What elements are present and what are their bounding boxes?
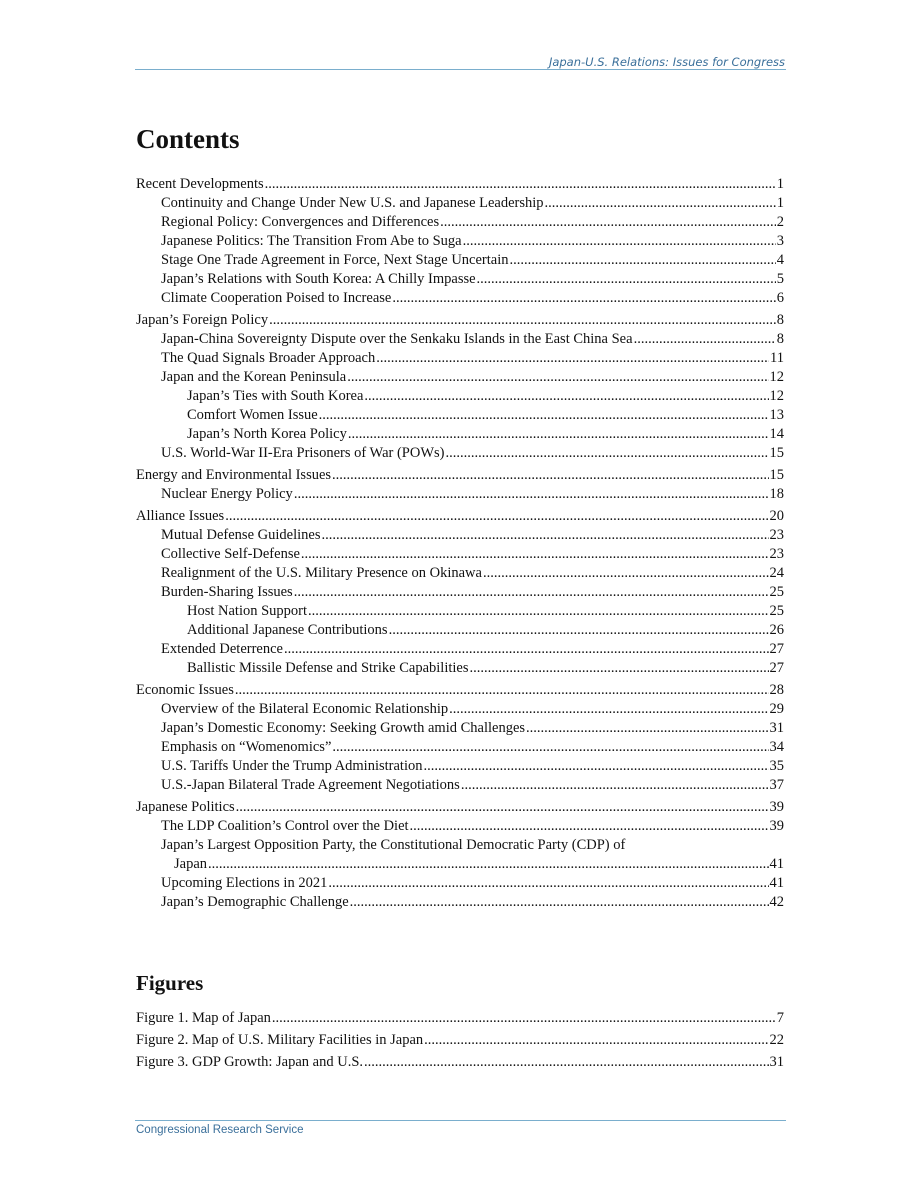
- dot-leader: [634, 330, 776, 349]
- dot-leader: [347, 368, 768, 387]
- dot-leader: [461, 776, 769, 795]
- toc-entry-link[interactable]: [136, 368, 784, 387]
- toc-entry-link[interactable]: [136, 406, 784, 425]
- toc-entry-link[interactable]: [136, 444, 784, 463]
- toc-entry-title: Nuclear Energy Policy: [161, 486, 293, 502]
- dot-leader: [376, 349, 769, 368]
- header-divider: [135, 69, 786, 70]
- dot-leader: [319, 406, 769, 425]
- toc-entry-link[interactable]: [136, 251, 784, 270]
- dot-leader: [364, 1053, 768, 1072]
- dot-leader: [424, 1031, 768, 1050]
- toc-entry-page-number: 23: [769, 527, 784, 543]
- toc-entry-page-number: 8: [776, 331, 784, 347]
- toc-entry-link[interactable]: [136, 700, 784, 719]
- toc-entry-title: Collective Self-Defense: [161, 546, 300, 562]
- toc-entry-page-number: 23: [769, 546, 784, 562]
- toc-entry-title: Host Nation Support: [187, 603, 308, 619]
- dot-leader: [483, 564, 769, 583]
- dot-leader: [301, 545, 769, 564]
- toc-entry-title: U.S. Tariffs Under the Trump Administration: [161, 758, 423, 774]
- toc-entry-title: The Quad Signals Broader Approach: [161, 350, 376, 366]
- toc-entry-link[interactable]: [136, 893, 784, 912]
- toc-entry-link[interactable]: [136, 719, 784, 738]
- toc-entry-page-number: 5: [776, 271, 784, 287]
- dot-leader: [308, 602, 768, 621]
- toc-entry-page-number: 29: [769, 701, 784, 717]
- toc-entry-title: Comfort Women Issue: [187, 407, 318, 423]
- toc-entry-title: Extended Deterrence: [161, 641, 283, 657]
- toc-entry-title: Overview of the Bilateral Economic Relationship: [161, 701, 449, 717]
- toc-entry-link[interactable]: [136, 798, 784, 817]
- dot-leader: [510, 251, 776, 270]
- toc-entry-link[interactable]: [136, 194, 784, 213]
- toc-entry-page-number: 20: [769, 508, 784, 524]
- dot-leader: [477, 270, 776, 289]
- toc-entry-page-number: 1: [776, 176, 784, 192]
- toc-entry-title: Japan’s North Korea Policy: [187, 426, 347, 442]
- dot-leader: [470, 659, 769, 678]
- toc-entry-link[interactable]: [136, 681, 784, 700]
- toc-entry-link[interactable]: [136, 526, 784, 545]
- toc-entry-link[interactable]: [136, 213, 784, 232]
- toc-entry-link[interactable]: [136, 387, 784, 406]
- toc-entry-title-continued: Japan: [174, 856, 208, 872]
- toc-entry-page-number: 2: [776, 214, 784, 230]
- toc-entry-page-number: 25: [769, 603, 784, 619]
- dot-leader: [284, 640, 769, 659]
- dot-leader: [225, 507, 768, 526]
- running-header-title: Japan-U.S. Relations: Issues for Congress: [548, 55, 785, 69]
- dot-leader: [235, 681, 769, 700]
- dot-leader: [392, 289, 775, 308]
- toc-entry-title: Japan and the Korean Peninsula: [161, 369, 347, 385]
- contents-list: [136, 175, 784, 912]
- toc-entry-title: Ballistic Missile Defense and Strike Capabilities: [187, 660, 469, 676]
- toc-entry-page-number: 39: [769, 799, 784, 815]
- toc-entry-page-number: 41: [769, 856, 784, 872]
- figure-entry-title: Figure 2. Map of U.S. Military Facilities in Japan: [136, 1032, 424, 1048]
- dot-leader: [389, 621, 769, 640]
- toc-entry-link[interactable]: [136, 817, 784, 836]
- toc-entry-title: Realignment of the U.S. Military Presence on Okinawa: [161, 565, 482, 581]
- toc-entry-link[interactable]: [136, 507, 784, 526]
- toc-entry-title: Recent Developments: [136, 176, 264, 192]
- toc-entry-page-number: 14: [769, 426, 784, 442]
- figure-entry-title: Figure 3. GDP Growth: Japan and U.S.: [136, 1054, 364, 1070]
- footer-divider: [135, 1120, 786, 1121]
- toc-entry-page-number: 6: [776, 290, 784, 306]
- toc-entry-page-number: 42: [769, 894, 784, 910]
- dot-leader: [423, 757, 768, 776]
- toc-entry-page-number: 37: [769, 777, 784, 793]
- toc-entry-title: The LDP Coalition’s Control over the Diet: [161, 818, 409, 834]
- toc-entry-link[interactable]: [136, 425, 784, 444]
- toc-entry-title: Japan’s Ties with South Korea: [187, 388, 364, 404]
- figure-entry-page-number: 31: [769, 1054, 784, 1070]
- dot-leader: [545, 194, 776, 213]
- figure-entry-link[interactable]: [136, 1053, 784, 1072]
- toc-entry-title: Japan’s Largest Opposition Party, the Constitutional Democratic Party (CDP) of: [161, 837, 626, 853]
- figure-entry-title: Figure 1. Map of Japan: [136, 1010, 271, 1026]
- toc-entry-page-number: 13: [769, 407, 784, 423]
- toc-entry-link[interactable]: [136, 485, 784, 504]
- dot-leader: [272, 1009, 776, 1028]
- toc-entry-page-number: 31: [769, 720, 784, 736]
- dot-leader: [208, 855, 768, 874]
- toc-entry-page-number: 4: [776, 252, 784, 268]
- dot-leader: [294, 583, 769, 602]
- toc-entry-title: Economic Issues: [136, 682, 234, 698]
- toc-entry-title: Japanese Politics: [136, 799, 235, 815]
- dot-leader: [332, 738, 768, 757]
- toc-entry-title: Burden-Sharing Issues: [161, 584, 293, 600]
- toc-entry-page-number: 1: [776, 195, 784, 211]
- toc-entry-page-number: 25: [769, 584, 784, 600]
- toc-entry-link[interactable]: [136, 776, 784, 795]
- toc-entry-title: Emphasis on “Womenomics”: [161, 739, 332, 755]
- toc-entry-link[interactable]: [136, 640, 784, 659]
- toc-entry-page-number: 34: [769, 739, 784, 755]
- figure-entry-link[interactable]: [136, 1009, 784, 1028]
- toc-entry-link[interactable]: [136, 466, 784, 485]
- dot-leader: [332, 466, 768, 485]
- toc-entry-title: Stage One Trade Agreement in Force, Next Stage Uncertain: [161, 252, 509, 268]
- dot-leader: [463, 232, 776, 251]
- toc-entry-page-number: 26: [769, 622, 784, 638]
- dot-leader: [445, 444, 768, 463]
- toc-entry-title: Japan’s Domestic Economy: Seeking Growth amid Challenges: [161, 720, 526, 736]
- toc-entry-title: Energy and Environmental Issues: [136, 467, 332, 483]
- toc-entry-link[interactable]: [136, 349, 784, 368]
- toc-entry-page-number: 18: [769, 486, 784, 502]
- toc-entry-page-number: 12: [769, 369, 784, 385]
- toc-entry-title: Regional Policy: Convergences and Differences: [161, 214, 440, 230]
- toc-entry-link[interactable]: [136, 757, 784, 776]
- dot-leader: [440, 213, 776, 232]
- dot-leader: [269, 311, 776, 330]
- toc-entry-page-number: 15: [769, 445, 784, 461]
- toc-entry-link[interactable]: [136, 874, 784, 893]
- toc-entry-link[interactable]: [136, 621, 784, 640]
- figures-heading: Figures: [136, 971, 204, 995]
- figure-entry-page-number: 22: [769, 1032, 784, 1048]
- toc-entry-link[interactable]: [136, 659, 784, 678]
- toc-entry-page-number: 11: [770, 350, 784, 366]
- figure-entry-page-number: 7: [776, 1010, 784, 1026]
- toc-entry-link[interactable]: [136, 545, 784, 564]
- toc-entry-title: Japan’s Foreign Policy: [136, 312, 269, 328]
- toc-entry-page-number: 3: [776, 233, 784, 249]
- dot-leader: [410, 817, 769, 836]
- dot-leader: [236, 798, 769, 817]
- dot-leader: [328, 874, 768, 893]
- toc-entry-page-number: 8: [776, 312, 784, 328]
- toc-entry-page-number: 24: [769, 565, 784, 581]
- toc-entry-link[interactable]: [136, 270, 784, 289]
- toc-entry-title: U.S. World-War II-Era Prisoners of War (POWs): [161, 445, 445, 461]
- toc-entry-page-number: 15: [769, 467, 784, 483]
- dot-leader: [294, 485, 769, 504]
- toc-entry-title: Upcoming Elections in 2021: [161, 875, 328, 891]
- dot-leader: [364, 387, 768, 406]
- toc-entry-title: Japan’s Demographic Challenge: [161, 894, 349, 910]
- toc-entry-link[interactable]: [136, 602, 784, 621]
- toc-entry-page-number: 28: [769, 682, 784, 698]
- toc-entry-title: Climate Cooperation Poised to Increase: [161, 290, 392, 306]
- dot-leader: [265, 175, 776, 194]
- toc-entry-link[interactable]: [136, 738, 784, 757]
- toc-entry-title: Japan’s Relations with South Korea: A Chilly Impasse: [161, 271, 476, 287]
- dot-leader: [350, 893, 769, 912]
- dot-leader: [348, 425, 769, 444]
- toc-entry-title: Alliance Issues: [136, 508, 225, 524]
- toc-entry-link[interactable]: [136, 175, 784, 194]
- toc-entry-link[interactable]: [136, 836, 784, 874]
- toc-entry-page-number: 12: [769, 388, 784, 404]
- toc-entry-page-number: 27: [769, 641, 784, 657]
- toc-entry-link[interactable]: [136, 583, 784, 602]
- dot-leader: [321, 526, 768, 545]
- toc-entry-link[interactable]: [136, 564, 784, 583]
- toc-entry-link[interactable]: [136, 311, 784, 330]
- figures-list: [136, 1009, 784, 1072]
- footer-publisher: Congressional Research Service: [136, 1124, 304, 1136]
- toc-entry-title: Continuity and Change Under New U.S. and Japanese Leadership: [161, 195, 544, 211]
- toc-entry-title: Mutual Defense Guidelines: [161, 527, 321, 543]
- dot-leader: [449, 700, 768, 719]
- toc-entry-title: Japan-China Sovereignty Dispute over the Senkaku Islands in the East China Sea: [161, 331, 633, 347]
- toc-entry-link[interactable]: [136, 289, 784, 308]
- toc-entry-page-number: 35: [769, 758, 784, 774]
- toc-entry-link[interactable]: [136, 330, 784, 349]
- toc-entry-page-number: 39: [769, 818, 784, 834]
- contents-heading: Contents: [136, 124, 240, 154]
- toc-entry-page-number: 27: [769, 660, 784, 676]
- dot-leader: [526, 719, 768, 738]
- toc-entry-page-number: 41: [769, 875, 784, 891]
- toc-entry-title: U.S.-Japan Bilateral Trade Agreement Negotiations: [161, 777, 460, 793]
- toc-entry-title: Additional Japanese Contributions: [187, 622, 388, 638]
- figure-entry-link[interactable]: [136, 1031, 784, 1050]
- toc-entry-link[interactable]: [136, 232, 784, 251]
- toc-entry-title: Japanese Politics: The Transition From Abe to Suga: [161, 233, 462, 249]
